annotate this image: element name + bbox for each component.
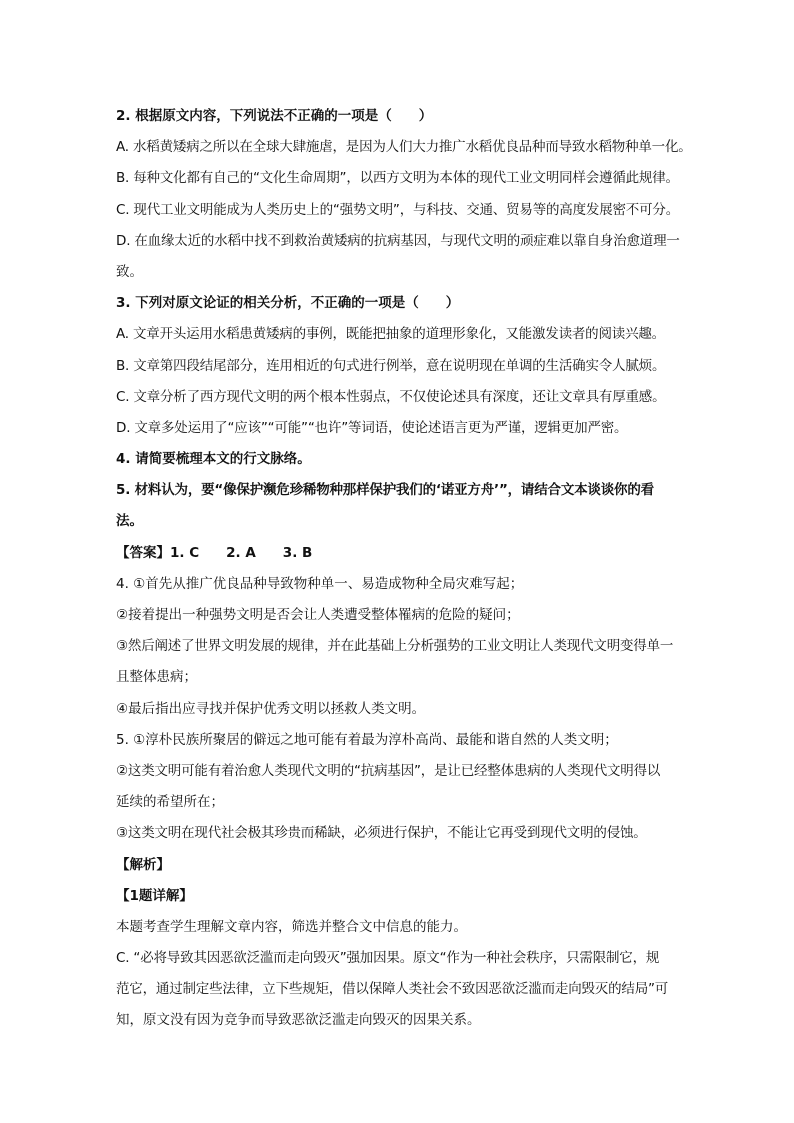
analysis-label: 【解析】 <box>116 856 170 873</box>
question-2-option-d-cont: 致。 <box>116 263 143 280</box>
answer-4-line-4: 且整体患病； <box>116 669 197 686</box>
answer-5-line-4: ③这类文明在现代社会极其珍贵而稀缺，必须进行保护，不能让它再受到现代文明的侵蚀。 <box>116 825 647 842</box>
question-2-option-a: A. 水稻黄矮病之所以在全球大肆施虐，是因为人们大力推广水稻优良品种而导致水稻物种单一化。 <box>116 139 692 156</box>
answer-4-line-3: ③然后阐述了世界文明发展的规律，并在此基础上分析强势的工业文明让人类现代文明变得单一 <box>116 638 674 655</box>
question-3-option-d: D. 文章多处运用了“应该”“可能”“也许”等词语，使论述语言更为严谨，逻辑更加严密。 <box>116 419 628 436</box>
answer-4-line-1: 4. ①首先从推广优良品种导致物种单一、易造成物种全局灾难写起； <box>116 575 524 592</box>
analysis-q1-line-1: 本题考查学生理解文章内容，筛选并整合文中信息的能力。 <box>116 918 467 935</box>
answer-choices: 1. C 2. A 3. B <box>170 544 313 561</box>
answer-line <box>116 538 716 569</box>
document-body <box>116 101 716 1037</box>
question-3-option-c: C. 文章分析了西方现代文明的两个根本性弱点，不仅使论述具有深度，还让文章具有厚重感。 <box>116 388 666 405</box>
answer-4-line-2: ②接着提出一种强势文明是否会让人类遭受整体罹病的危险的疑问； <box>116 607 520 623</box>
answer-5-line-3: 延续的希望所在； <box>116 794 224 811</box>
question-5-stem-cont: 法。 <box>116 513 143 530</box>
question-5-stem: 5. 材料认为，要“像保护濒危珍稀物种那样保护我们的‘诺亚方舟’”，请结合文本谈谈你的看 <box>116 482 654 499</box>
analysis-q1-line-2: C. “必将导致其因恶欲泛滥而走向毁灭”强加因果。原文“作为一种社会秩序，只需限制它，规 <box>116 950 660 967</box>
question-2-stem: 2. 根据原文内容，下列说法不正确的一项是（ ） <box>116 108 433 124</box>
answer-4-line-5: ④最后指出应寻找并保护优秀文明以拯救人类文明。 <box>116 700 426 717</box>
answer-5-line-1: 5. ①淳朴民族所聚居的僻远之地可能有着最为淳朴高尚、最能和谐自然的人类文明； <box>116 731 618 748</box>
analysis-q1-heading: 【1题详解】 <box>116 887 193 904</box>
question-2-option-d: D. 在血缘太近的水稻中找不到救治黄矮病的抗病基因，与现代文明的顽症难以靠自身治愈道理一 <box>116 232 680 249</box>
question-2-option-b: B. 每种文化都有自己的“文化生命周期”，以西方文明为本体的现代工业文明同样会遵循此规律。 <box>116 170 679 187</box>
question-2-option-c: C. 现代工业文明能成为人类历史上的“强势文明”，与科技、交通、贸易等的高度发展密不可分。 <box>116 201 679 218</box>
analysis-q1-line-3: 范它，通过制定些法律，立下些规矩，借以保障人类社会不致因恶欲泛滥而走向毁灭的结局”可 <box>116 981 669 998</box>
answer-label: 【答案】 <box>116 544 170 561</box>
question-3-stem: 3. 下列对原文论证的相关分析，不正确的一项是（ ） <box>116 295 460 312</box>
question-3-option-a: A. 文章开头运用水稻患黄矮病的事例，既能把抽象的道理形象化，又能激发读者的阅读兴趣。 <box>116 326 665 343</box>
analysis-q1-line-4: 知，原文没有因为竞争而导致恶欲泛滥走向毁灭的因果关系。 <box>116 1012 481 1029</box>
question-3-option-b: B. 文章第四段结尾部分，连用相近的句式进行例举，意在说明现在单调的生活确实令人腻烦。 <box>116 357 666 374</box>
answer-5-line-2: ②这类文明可能有着治愈人类现代文明的“抗病基因”，是让已经整体患病的人类现代文明得以 <box>116 762 661 779</box>
question-4-stem: 4. 请简要梳理本文的行文脉络。 <box>116 451 311 468</box>
